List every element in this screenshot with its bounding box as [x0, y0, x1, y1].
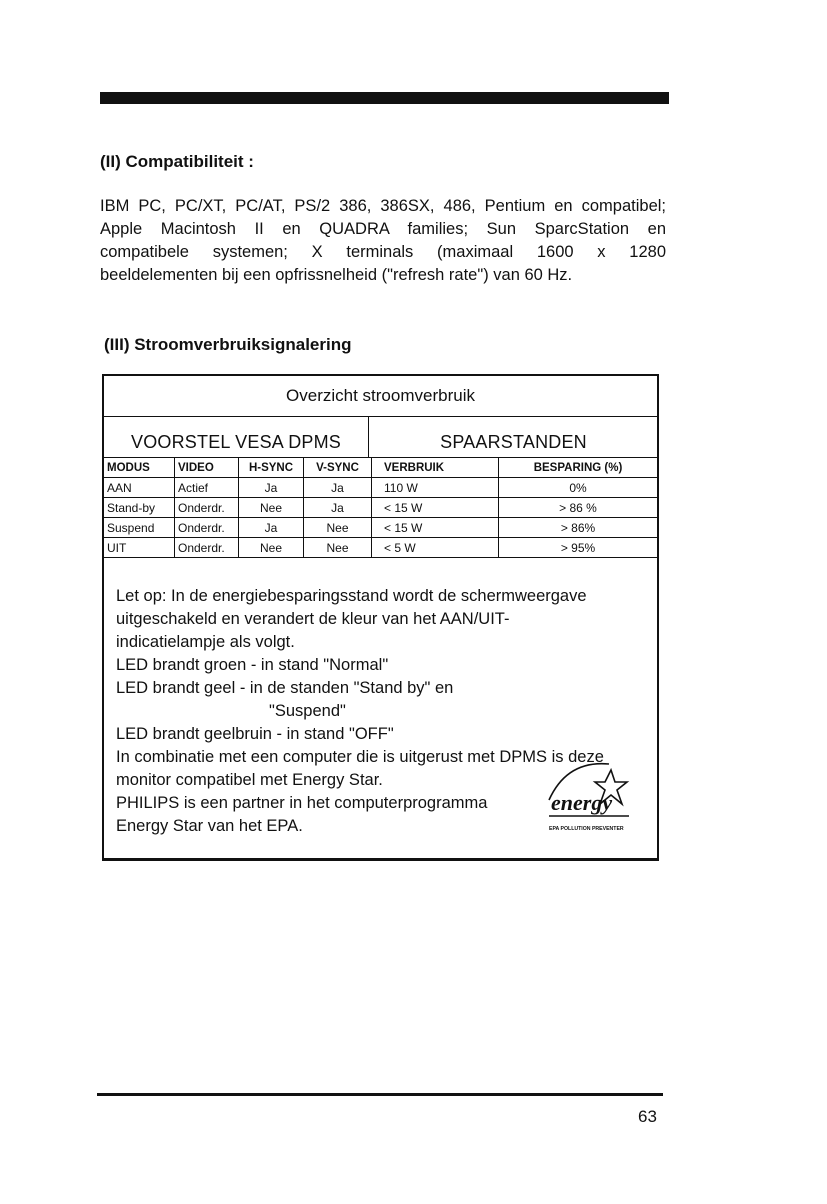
note-line: LED brandt groen - in stand "Normal" [116, 656, 389, 674]
note-line: LED brandt geelbruin - in stand "OFF" [116, 725, 394, 743]
cell-hsync: Ja [239, 518, 304, 538]
cell-verbruik: < 15 W [372, 498, 499, 518]
cell-vsync: Nee [304, 538, 372, 558]
compatibility-line: IBM PC, PC/XT, PC/AT, PS/2 386, 386SX, 486, Pentium en compatibel; [100, 197, 666, 215]
note-line: Energy Star van het EPA. [116, 817, 303, 835]
note-line: "Suspend" [269, 702, 346, 720]
note-line: In combinatie met een computer die is uitgerust met DPMS is deze [116, 748, 604, 766]
cell-hsync: Nee [239, 498, 304, 518]
cell-vsync: Ja [304, 478, 372, 498]
note-line: PHILIPS is een partner in het computerprogramma [116, 794, 488, 812]
cell-hsync: Ja [239, 478, 304, 498]
column-header-vsync: V-SYNC [304, 458, 372, 478]
table-row [104, 518, 657, 538]
compatibility-line: compatibele systemen; X terminals (maximaal 1600 x 1280 [100, 243, 666, 261]
cell-modus: AAN [104, 478, 175, 498]
cell-vsync: Nee [304, 518, 372, 538]
energy-star-logo-icon [537, 752, 637, 840]
column-header-besparing: BESPARING (%) [499, 458, 658, 478]
table-row [104, 538, 657, 558]
cell-video: Onderdr. [175, 538, 239, 558]
column-header-hsync: H-SYNC [239, 458, 304, 478]
svg-text:energy: energy [551, 790, 613, 815]
table-row [104, 478, 657, 498]
compatibility-line: Apple Macintosh II en QUADRA families; Sun SparcStation en [100, 220, 666, 238]
footer-rule [97, 1093, 663, 1096]
cell-verbruik: 110 W [372, 478, 499, 498]
cell-modus: Stand-by [104, 498, 175, 518]
power-modes-table [104, 457, 657, 558]
compatibility-heading: (II) Compatibiliteit : [100, 152, 254, 171]
cell-verbruik: < 15 W [372, 518, 499, 538]
cell-besparing: > 95% [499, 538, 658, 558]
svg-text:EPA POLLUTION PREVENTER: EPA POLLUTION PREVENTER [549, 826, 624, 832]
power-overview-box [102, 374, 659, 861]
compatibility-paragraph [100, 195, 666, 287]
cell-modus: Suspend [104, 518, 175, 538]
power-signaling-heading: (III) Stroomverbruiksignalering [104, 335, 352, 354]
table-header-row [104, 458, 657, 478]
cell-besparing: 0% [499, 478, 658, 498]
saving-modes-group-header: SPAARSTANDEN [440, 432, 587, 452]
note-line: Let op: In de energiebesparingsstand wordt de schermweergave [116, 587, 587, 605]
column-header-modus: MODUS [104, 458, 175, 478]
cell-verbruik: < 5 W [372, 538, 499, 558]
compatibility-line: beeldelementen bij een opfrissnelheid ("refresh rate") van 60 Hz. [100, 266, 573, 284]
page-number: 63 [638, 1107, 657, 1126]
overview-title: Overzicht stroomverbruik [104, 376, 657, 417]
cell-hsync: Nee [239, 538, 304, 558]
vesa-dpms-group-header: VOORSTEL VESA DPMS [104, 417, 369, 457]
note-line: uitgeschakeld en verandert de kleur van het AAN/UIT- [116, 610, 510, 628]
cell-modus: UIT [104, 538, 175, 558]
note-line: LED brandt geel - in de standen "Stand by" en [116, 679, 454, 697]
cell-video: Actief [175, 478, 239, 498]
cell-besparing: > 86 % [499, 498, 658, 518]
cell-vsync: Ja [304, 498, 372, 518]
table-row [104, 498, 657, 518]
column-header-video: VIDEO [175, 458, 239, 478]
note-line: monitor compatibel met Energy Star. [116, 771, 383, 789]
cell-video: Onderdr. [175, 518, 239, 538]
cell-besparing: > 86% [499, 518, 658, 538]
note-line: indicatielampje als volgt. [116, 633, 295, 651]
column-header-verbruik: VERBRUIK [372, 458, 499, 478]
header-rule [100, 92, 669, 104]
cell-video: Onderdr. [175, 498, 239, 518]
